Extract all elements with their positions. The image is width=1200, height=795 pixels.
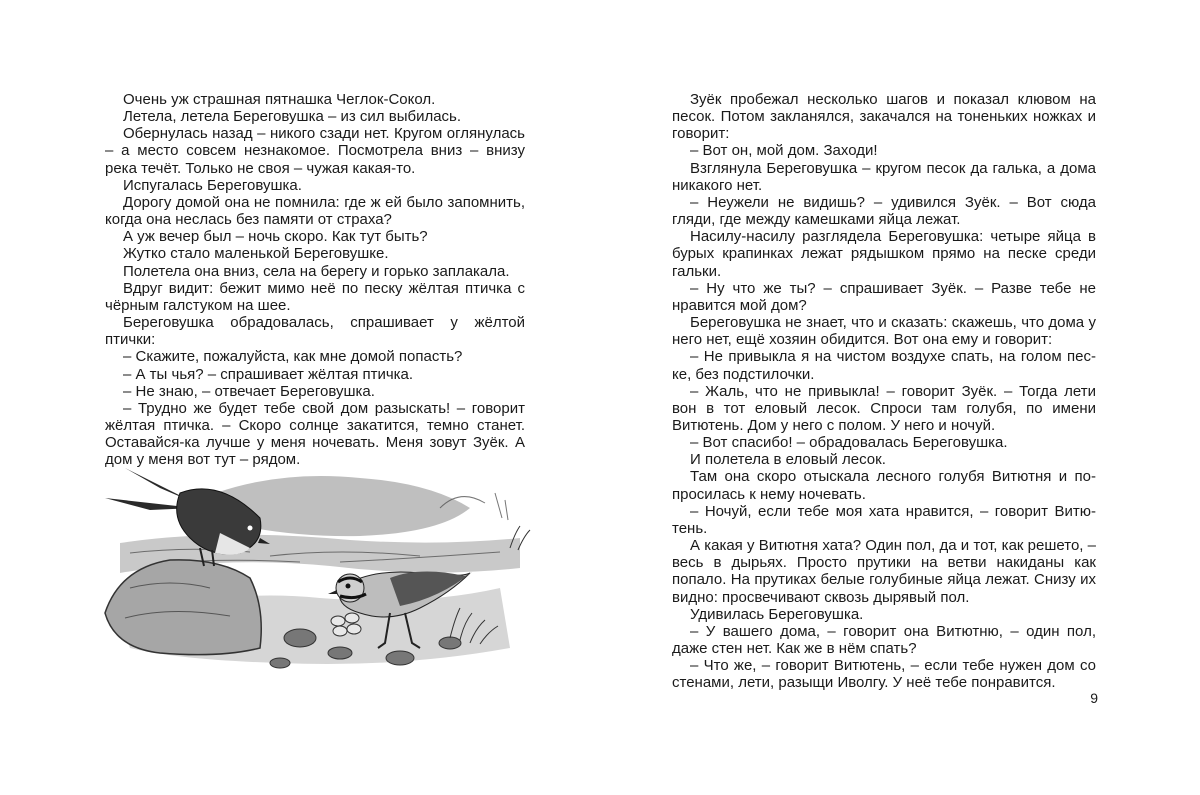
paragraph: Там она скоро отыскала лесного голубя Витютня и попросилась к нему ночевать.: [672, 468, 1096, 503]
paragraph: Удивилась Береговушка.: [690, 605, 864, 623]
paragraph: Летела, летела Береговушка – из сил выбилась.: [123, 108, 462, 126]
paragraph: Береговушка обрадовалась, спрашивает у жёлтой птички:: [105, 314, 525, 349]
paragraph: – Что же, – говорит Витютень, – если тебе нужен дом со стенами, лети, разыщи Иволгу. У неё тебе понравится.: [672, 657, 1096, 692]
paragraph: – Не знаю, – отвечает Береговушка.: [123, 382, 375, 400]
paragraph: – Вот он, мой дом. Заходи!: [690, 142, 878, 160]
left-text-column: [105, 91, 525, 468]
rock: [105, 560, 261, 655]
paragraph: – Скажите, пожалуйста, как мне домой попасть?: [123, 348, 463, 366]
paragraph: – Вот спасибо! – обрадовалась Береговушка.: [690, 434, 1008, 452]
paragraph: Очень уж страшная пятнашка Чеглок-Сокол.: [123, 91, 436, 108]
paragraph: А какая у Витютня хата? Один пол, да и тот, как решето, – весь в дырьях. Просто прутики на ветви накиданы как попало. На прутиках белые голубиные яйца лежат. Снизу их видно: просвечивают сквозь дырявый пол.: [672, 537, 1096, 606]
paragraph: Испугалась Береговушка.: [123, 176, 302, 194]
paragraph: Насилу-насилу разглядела Береговушка: четыре яйца в бурых крапинках лежат рядышком прямо на песке среди гальки.: [672, 228, 1096, 280]
paragraph: – Ночуй, если тебе моя хата нравится, – говорит Витютень.: [672, 502, 1096, 537]
paragraph: Обернулась назад – никого сзади нет. Кругом оглянулась – а место совсем незнакомое. Посмотрела вниз – внизу река течёт. Только не своя – чужая какая-то.: [105, 125, 525, 177]
paragraph: – А ты чья? – спрашивает жёлтая птичка.: [123, 365, 414, 383]
paragraph: Полетела она вниз, села на берегу и горько заплакала.: [123, 262, 510, 280]
paragraph: – У вашего дома, – говорит она Витютню, – один пол, даже стен нет. Как же в нём спать?: [672, 622, 1096, 657]
paragraph: – Трудно же будет тебе свой дом разыскать! – говорит жёлтая птичка. – Скоро солнце закатится, темно станет. Оставайся-ка лучше у меня ночевать. Меня зовут Зуёк. А дом у меня вот тут – рядом.: [105, 399, 525, 469]
paragraph: – Неужели не видишь? – удивился Зуёк. – Вот сюда гляди, где между камешками яйца лежат.: [672, 193, 1096, 229]
birds-illustration: [100, 448, 540, 688]
page-number: 9: [1090, 690, 1098, 706]
paragraph: Зуёк пробежал несколько шагов и показал клювом на песок. Потом закланялся, закачался на тоненьких ножках и говорит:: [672, 91, 1096, 143]
paragraph: А уж вечер был – ночь скоро. Как тут быть?: [123, 228, 428, 246]
paragraph: Взглянула Береговушка – кругом песок да галька, а дома никакого нет.: [672, 159, 1096, 194]
paragraph: – Жаль, что не привыкла! – говорит Зуёк. – Тогда лети вон в тот еловый лесок. Спроси там голубя, по имени Витютень. Дом у него с полом. У него и ночуй.: [672, 382, 1096, 434]
paragraph: Жутко стало маленькой Береговушке.: [123, 245, 389, 263]
paragraph: – Ну что же ты? – спрашивает Зуёк. – Разве тебе не нравится мой дом?: [672, 279, 1096, 314]
paragraph: Береговушка не знает, что и сказать: скажешь, что дома у него нет, ещё хозяин обидится. Вот она ему и говорит:: [672, 314, 1096, 349]
paragraph: И полетела в еловый лесок.: [690, 451, 886, 469]
paragraph: Дорогу домой она не помнила: где ж ей было запомнить, когда она неслась без памяти от страха?: [105, 193, 525, 229]
right-text-column: [672, 91, 1096, 691]
paragraph: – Не привыкла я на чистом воздухе спать, на голом песке, без подстилочки.: [672, 348, 1096, 383]
paragraph: Вдруг видит: бежит мимо неё по песку жёлтая птичка с чёрным галстуком на шее.: [105, 279, 525, 314]
